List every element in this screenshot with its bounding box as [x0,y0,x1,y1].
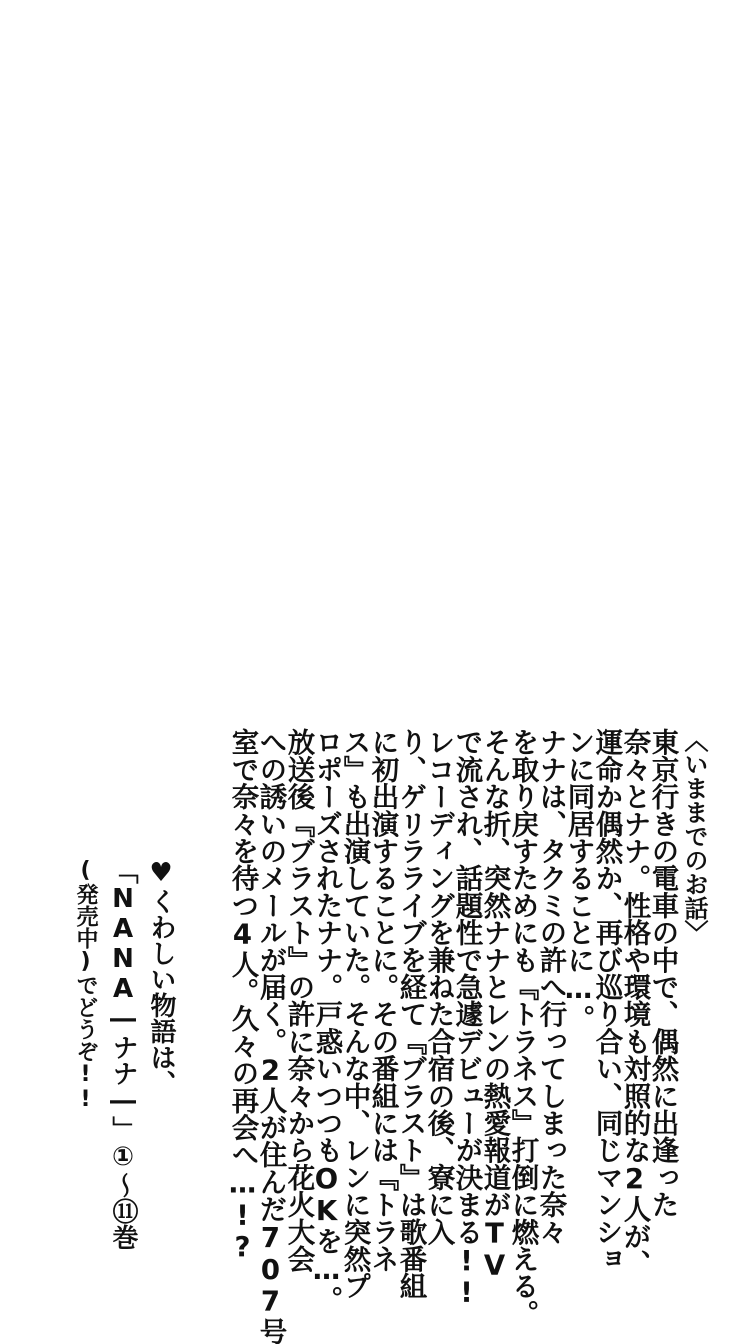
summary-line: ナナは、タクミの許へ行ってしまった奈々 [534,728,567,1245]
summary-line: 放送後『ブラスト』の許に奈々から花火大会 [282,728,315,1273]
summary-line: 運命か偶然か、再び巡り合い、同じマンショ [590,728,623,1273]
volume-info-line: ♥くわしい物語は、 [146,858,176,1096]
summary-line: り、ゲリラライブを経て『ブラスト』は歌番組 [394,728,427,1300]
summary-line: レコーディングを兼ねた合宿の後、寮に入 [422,728,455,1245]
summary-line: ス』も出演していた。そんな中、レンに突然プ [338,728,371,1300]
summary-line: ロポーズされたナナ。戸惑いつつもOKを…。 [310,728,343,1313]
summary-line: を取り戻すためにも『トラネス』打倒に燃える。 [506,728,539,1327]
summary-line: に初出演することに。その番組には『トラネ [366,728,399,1273]
summary-line: 室で奈々を待つ4人。久々の再会へ…!? [226,728,259,1263]
summary-line: への誘いのメールが届く。2人が住んだ707号 [254,728,287,1344]
volume-info-title: 「NANA―ナナ―」①〜⑪巻 [108,858,138,1250]
volume-info-line: (発売中)でどうぞ!! [73,858,98,1112]
summary-line: で流され、話題性で急遽デビューが決まる!! [450,728,483,1309]
summary-line: 東京行きの電車の中で、偶然に出逢った [646,728,679,1218]
summary-heading: 〈いままでのお話〉 [680,728,708,944]
volume-info [44,858,184,1250]
summary-line: 奈々とナナ。性格や環境も対照的な2人が、 [618,728,651,1277]
summary-line: そんな折、突然ナナとレンの熱愛報道がTV [478,728,511,1282]
summary-line: ンに同居することに…。 [562,728,595,1032]
story-summary [226,728,714,1344]
